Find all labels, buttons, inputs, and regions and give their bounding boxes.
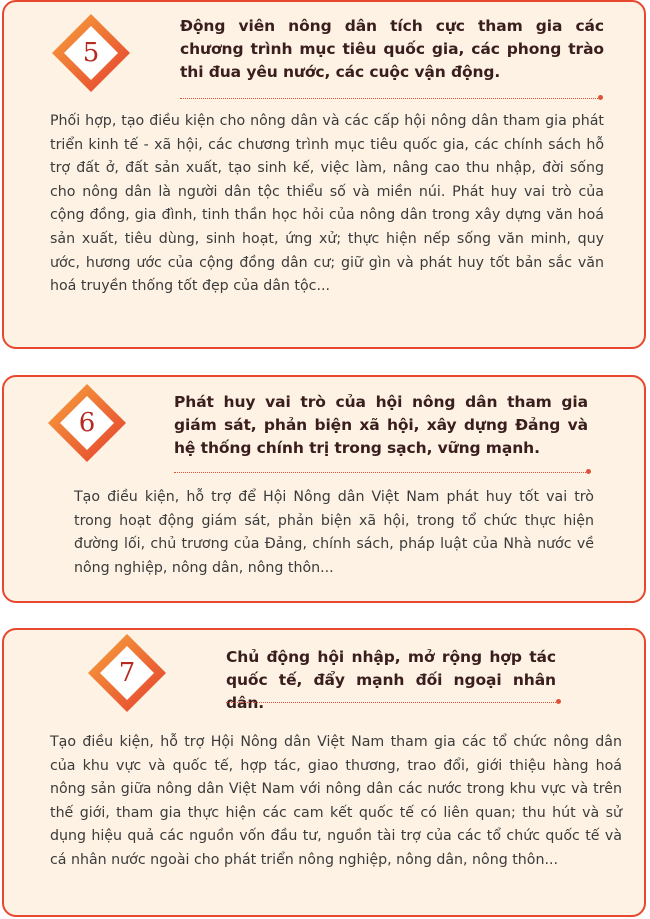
dotted-divider	[180, 98, 600, 99]
diamond-number-badge	[86, 632, 168, 714]
section-number: 6	[78, 408, 96, 438]
section-number: 7	[118, 658, 136, 688]
section-card-7	[2, 628, 646, 917]
diamond-number-badge	[46, 382, 128, 464]
dotted-divider	[226, 702, 558, 703]
section-card-5	[2, 0, 646, 349]
section-card-6	[2, 375, 646, 603]
section-heading: Động viên nông dân tích cực tham gia các chương trình mục tiêu quốc gia, các phong trào thi đua yêu nước, các cuộc vận động.	[180, 17, 604, 81]
section-heading: Phát huy vai trò của hội nông dân tham gia giám sát, phản biện xã hội, xây dựng Đảng và hệ thống chính trị trong sạch, vững mạnh.	[174, 393, 588, 457]
diamond-number-badge	[50, 12, 132, 94]
section-heading: Chủ động hội nhập, mở rộng hợp tác quốc tế, đẩy mạnh đối ngoại nhân dân.	[226, 648, 556, 712]
section-body: Phối hợp, tạo điều kiện cho nông dân và các cấp hội nông dân tham gia phát triển kinh tế - xã hội, các chương trình mục tiêu quốc gia, các chính sách hỗ trợ đất ở, đất sản xuất, tạo sinh kế, việc làm, nâng cao thu nhập, đời sống cho nông dân là người dân tộc thiểu số và miền núi. Phát huy vai trò của cộng đồng, gia đình, tinh thần học hỏi của nông dân trong xây dựng văn hoá sản xuất, tiêu dùng, sinh hoạt, ứng xử; thực hiện nếp sống văn minh, quy ước, hương ước của cộng đồng dân cư; giữ gìn và phát huy tốt bản sắc văn hoá truyền thống tốt đẹp của dân tộc...	[50, 113, 604, 295]
dotted-divider	[174, 472, 588, 473]
section-body: Tạo điều kiện, hỗ trợ Hội Nông dân Việt Nam tham gia các tổ chức nông dân của khu vực và quốc tế, hợp tác, giao thương, trao đổi, giới thiệu hàng hoá nông sản giữa nông dân Việt Nam với nông dân các nước trong khu vực và trên thế giới, tham gia thực hiện các cam kết quốc tế có liên quan; thu hút và sử dụng hiệu quả các nguồn vốn đầu tư, nguồn tài trợ của các tổ chức quốc tế và cá nhân nước ngoài cho phát triển nông nghiệp, nông dân, nông thôn...	[50, 734, 622, 868]
section-number: 5	[82, 38, 100, 68]
section-body: Tạo điều kiện, hỗ trợ để Hội Nông dân Việt Nam phát huy tốt vai trò trong hoạt động giám sát, phản biện xã hội, trong tổ chức thực hiện đường lối, chủ trương của Đảng, chính sách, pháp luật của Nhà nước về nông nghiệp, nông dân, nông thôn...	[74, 489, 594, 576]
